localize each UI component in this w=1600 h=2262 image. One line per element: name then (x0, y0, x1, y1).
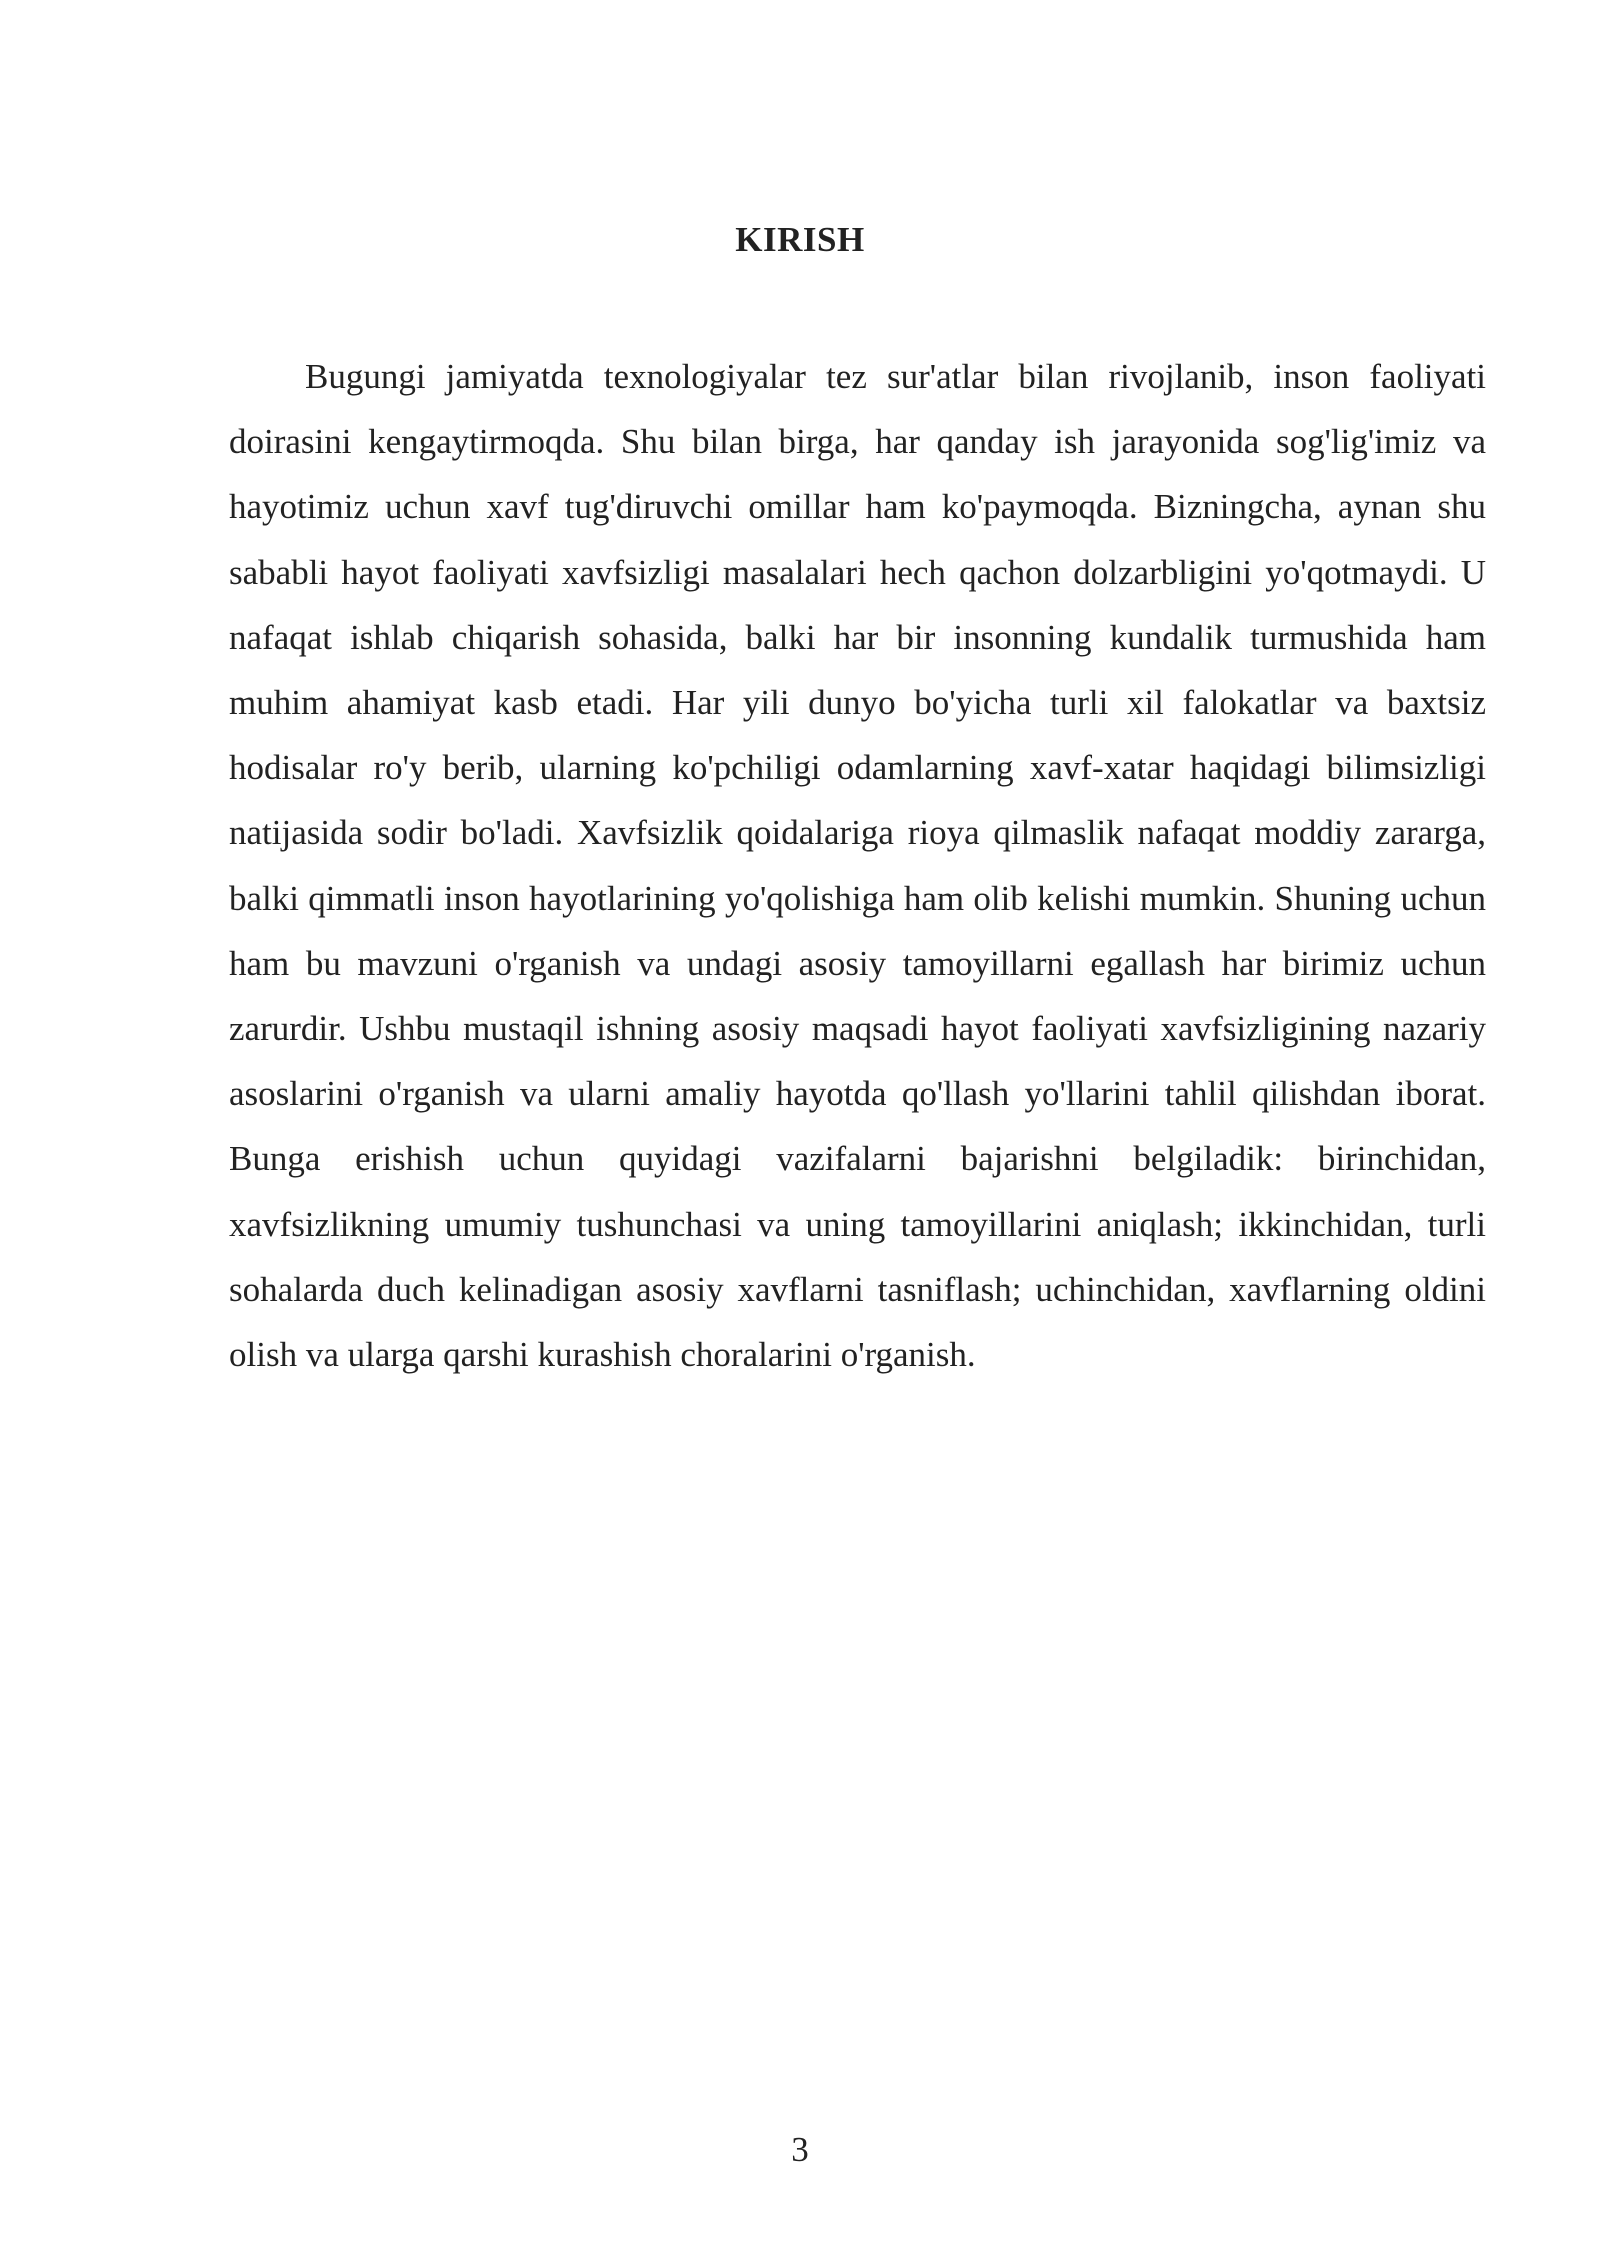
section-heading: KIRISH (735, 220, 865, 259)
page-number: 3 (791, 2130, 809, 2169)
intro-paragraph: Bugungi jamiyatda texnologiyalar tez sur'atlar bilan rivojlanib, inson faoliyati doirasini kengaytirmoqda. Shu bilan birga, har qanday ish jarayonida sog'lig'imiz va hayotimiz uchun xavf tug'diruvchi omillar ham ko'paymoqda. Bizningcha, aynan shu sababli hayot faoliyati xavfsizligi masalalari hech qachon dolzarbligini yo'qotmaydi. U nafaqat ishlab chiqarish sohasida, balki har bir insonning kundalik turmushida ham muhim ahamiyat kasb etadi. Har yili dunyo bo'yicha turli xil falokatlar va baxtsiz hodisalar ro'y berib, ularning ko'pchiligi odamlarning xavf-xatar haqidagi bilimsizligi natijasida sodir bo'ladi. Xavfsizlik qoidalariga rioya qilmaslik nafaqat moddiy zararga, balki qimmatli inson hayotlarining yo'qolishiga ham olib kelishi mumkin. Shuning uchun ham bu mavzuni o'rganish va undagi asosiy tamoyillarni egallash har birimiz uchun zarurdir. Ushbu mustaqil ishning asosiy maqsadi hayot faoliyati xavfsizligining nazariy asoslarini o'rganish va ularni amaliy hayotda qo'llash yo'llarini tahlil qilishdan iborat. Bunga erishish uchun quyidagi vazifalarni bajarishni belgiladik: birinchidan, xavfsizlikning umumiy tushunchasi va uning tamoyillarini aniqlash; ikkinchidan, turli sohalarda duch kelinadigan asosiy xavflarni tasniflash; uchinchidan, xavflarning oldini olish va ularga qarshi kurashish choralarini o'rganish. (229, 357, 1486, 1375)
